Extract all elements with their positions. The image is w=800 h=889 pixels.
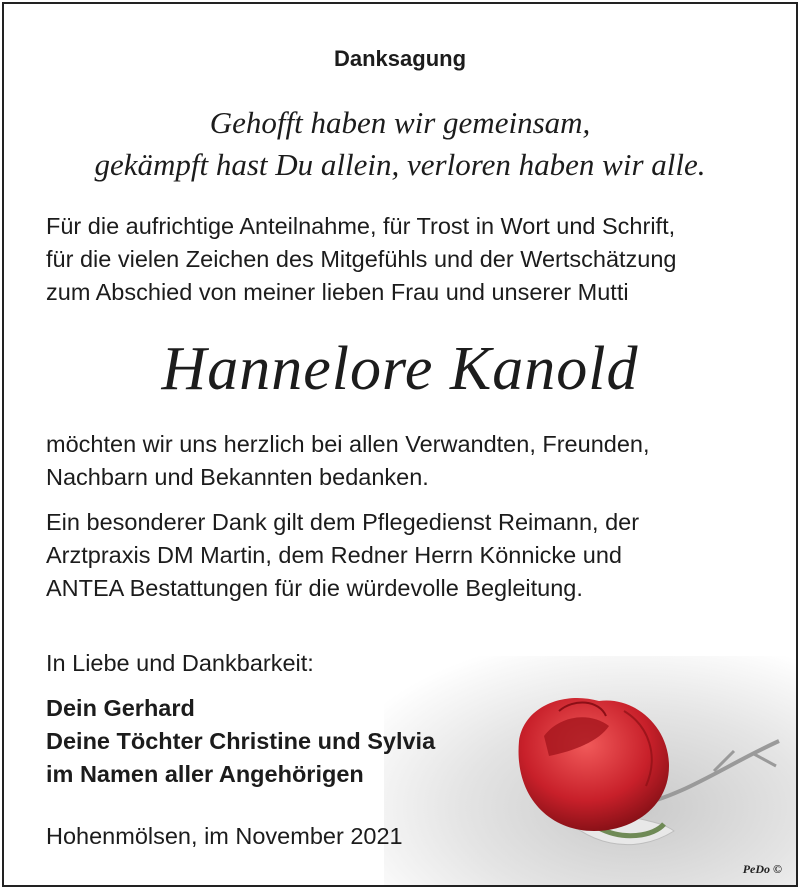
place-date: Hohenmölsen, im November 2021 bbox=[46, 823, 403, 849]
intro-line: Für die aufrichtige Anteilnahme, für Trost in Wort und Schrift, bbox=[46, 213, 676, 239]
special-thanks-line: Ein besonderer Dank gilt dem Pflegedienst Reimann, der bbox=[46, 509, 640, 535]
thanks-paragraph bbox=[46, 428, 650, 494]
motto-quote bbox=[4, 102, 796, 186]
rose-image bbox=[384, 656, 798, 887]
signers-block bbox=[46, 692, 435, 791]
motto-line: Gehofft haben wir gemeinsam, bbox=[209, 105, 591, 140]
thanks-line: Nachbarn und Bekannten bedanken. bbox=[46, 464, 429, 490]
designer-credit: PeDo © bbox=[742, 862, 782, 876]
motto-line: gekämpft hast Du allein, verloren haben wir alle. bbox=[94, 147, 706, 182]
special-thanks-line: Arztpraxis DM Martin, dem Redner Herrn Könnicke und bbox=[46, 542, 622, 568]
signer-line: Dein Gerhard bbox=[46, 695, 195, 721]
closing-line: In Liebe und Dankbarkeit: bbox=[46, 650, 314, 676]
signer-line: Deine Töchter Christine und Sylvia bbox=[46, 728, 436, 754]
special-thanks-line: ANTEA Bestattungen für die würdevolle Begleitung. bbox=[46, 575, 583, 601]
thanks-line: möchten wir uns herzlich bei allen Verwandten, Freunden, bbox=[46, 431, 650, 457]
intro-paragraph bbox=[46, 210, 677, 309]
special-thanks-paragraph bbox=[46, 506, 639, 605]
signer-line: im Namen aller Angehörigen bbox=[46, 761, 364, 787]
intro-line: für die vielen Zeichen des Mitgefühls und der Wertschätzung bbox=[46, 246, 677, 272]
intro-line: zum Abschied von meiner lieben Frau und unserer Mutti bbox=[46, 279, 629, 305]
deceased-name: Hannelore Kanold bbox=[161, 335, 639, 403]
obituary-notice bbox=[2, 2, 798, 887]
notice-heading: Danksagung bbox=[333, 46, 467, 71]
